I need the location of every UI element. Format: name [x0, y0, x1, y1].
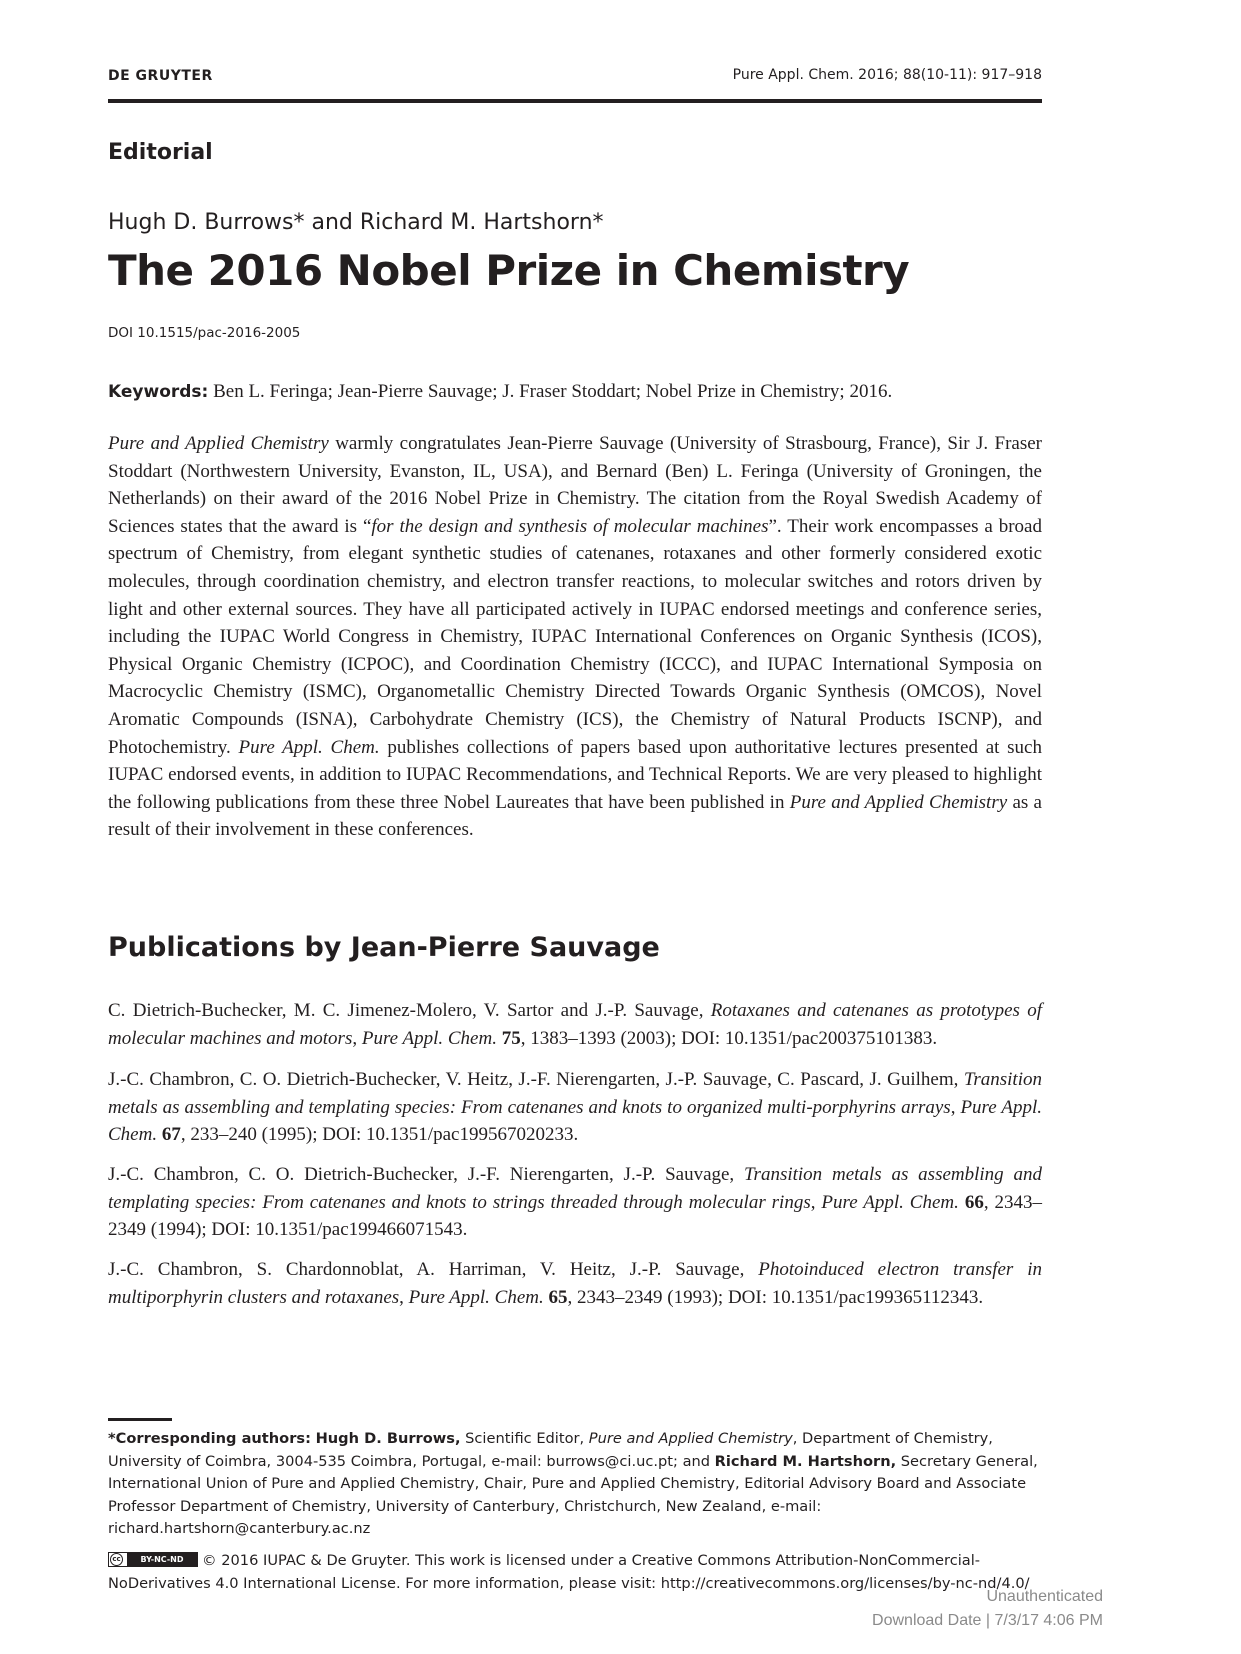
reference-details: , 2343–2349 (1994); DOI: 10.1351/pac199466071543. — [108, 1191, 1043, 1241]
body-text: publishes collections of papers based upon authoritative lectures presented at such IUPAC endorsed events, in addition to IUPAC Recommendations, and Technical Reports. We are very pleased to highlight the following publications from these three Nobel Laureates that have been published in — [108, 736, 1042, 813]
body-paragraph — [108, 430, 1042, 844]
reference-journal: Pure Appl. Chem. — [408, 1286, 544, 1308]
download-watermark — [872, 1585, 1103, 1633]
footnote-author: Hugh D. Burrows, — [315, 1430, 461, 1447]
journal-name: Pure and Applied Chemistry — [789, 791, 1008, 813]
footnote-journal: Pure and Applied Chemistry — [588, 1430, 793, 1447]
reference-separator: , — [352, 1027, 362, 1049]
footnote-text: Secretary General, International Union of Pure and Applied Chemistry, Chair, Pure and Applied Chemistry, Editorial Advisory Board and Associate Professor Department of Chemistry, University of Canterbury, Christchurch, New Zealand, e-mail: richard.hartshorn@canterbury.ac.nz — [108, 1452, 1038, 1538]
reference-separator: , — [399, 1286, 409, 1308]
article-doi: DOI 10.1515/pac-2016-2005 — [108, 325, 301, 341]
journal-name: Pure and Applied Chemistry — [108, 433, 329, 454]
watermark-date: Download Date | 7/3/17 4:06 PM — [872, 1612, 1103, 1629]
keywords-label: Keywords: — [108, 382, 209, 402]
reference-authors: J.-C. Chambron, C. O. Dietrich-Buchecker, V. Heitz, J.-F. Nierengarten, J.-P. Sauvage, C. Pascard, J. Guilhem, — [108, 1069, 964, 1090]
reference-volume: 67 — [161, 1124, 181, 1146]
article-title: The 2016 Nobel Prize in Chemistry — [108, 246, 910, 295]
reference-title: Transition metals as assembling and templating species: From catenanes and knots to strings threaded through molecular rings — [108, 1164, 1043, 1213]
reference-journal: Pure Appl. Chem. — [361, 1027, 497, 1049]
section-label: Editorial — [108, 140, 213, 165]
body-text: ”. Their work encompasses a broad spectrum of Chemistry, from elegant synthetic studies of catenanes, rotaxanes and other formerly considered exotic molecules, through coordination chemistry, and electron transfer reactions, to molecular switches and rotors driven by light and other external sources. They have all participated actively in IUPAC endorsed meetings and conference series, including the IUPAC World Congress in Chemistry, IUPAC International Conferences on Organic Synthesis (ICOS), Physical Organic Chemistry (ICPOC), and Coordination Chemistry (ICCC), and IUPAC International Symposia on Macrocyclic Chemistry (ISMC), Organometallic Chemistry Directed Towards Organic Synthesis (OMCOS), Novel Aromatic Compounds (ISNA), Carbohydrate Chemistry (ICS), the Chemistry of Natural Products ISCNP), and Photochemistry. — [108, 515, 1042, 758]
publications-heading: Publications by Jean-Pierre Sauvage — [108, 932, 660, 963]
reference-item — [108, 1066, 1042, 1149]
reference-details: , 2343–2349 (1993); DOI: 10.1351/pac199365112343. — [567, 1286, 984, 1308]
reference-details: , 1383–1393 (2003); DOI: 10.1351/pac200375101383. — [520, 1027, 938, 1049]
body-text: as a result of their involvement in these conferences. — [108, 791, 1042, 841]
reference-title: Transition metals as assembling and templating species: From catenanes and knots to organized multi-porphyrins arrays — [108, 1069, 1042, 1118]
footnote-text: Scientific Editor, — [460, 1430, 589, 1447]
reference-authors: J.-C. Chambron, C. O. Dietrich-Buchecker, J.-F. Nierengarten, J.-P. Sauvage, — [108, 1164, 745, 1185]
reference-item — [108, 1256, 1042, 1311]
reference-volume: 65 — [548, 1286, 568, 1308]
corresponding-authors-footnote — [108, 1428, 1042, 1541]
reference-authors: C. Dietrich-Buchecker, M. C. Jimenez-Molero, V. Sartor and J.-P. Sauvage, — [108, 1000, 711, 1021]
publisher-name: DE GRUYTER — [108, 68, 213, 84]
watermark-status: Unauthenticated — [986, 1588, 1103, 1605]
reference-details: , 233–240 (1995); DOI: 10.1351/pac199567020233. — [180, 1124, 579, 1146]
reference-item — [108, 997, 1042, 1052]
header-rule — [108, 99, 1042, 103]
journal-citation: Pure Appl. Chem. 2016; 88(10-11): 917–918 — [732, 67, 1042, 83]
reference-title: Photoinduced electron transfer in multiporphyrin clusters and rotaxanes — [108, 1259, 1042, 1308]
reference-separator: , — [950, 1096, 961, 1118]
cc-license-icon — [108, 1552, 198, 1567]
reference-volume: 66 — [964, 1191, 984, 1213]
reference-journal: Pure Appl. Chem. — [108, 1096, 1042, 1146]
reference-journal: Pure Appl. Chem. — [821, 1191, 959, 1213]
body-text: warmly congratulates Jean-Pierre Sauvage (University of Strasbourg, France), Sir J. Fraser Stoddart (Northwestern University, Evanston, IL, USA), and Bernard (Ben) L. Feringa (University of Groningen, the Netherlands) on their award of the 2016 Nobel Prize in Chemistry. The citation from the Royal Swedish Academy of Sciences states that the award is “ — [108, 433, 1042, 537]
page-header — [108, 66, 1042, 102]
footnote-rule — [108, 1418, 172, 1421]
cc-badge-symbol: cc — [110, 1553, 123, 1566]
reference-title: Rotaxanes and catenanes as prototypes of molecular machines and motors — [108, 1000, 1042, 1049]
keywords — [108, 378, 1042, 406]
reference-volume: 75 — [501, 1027, 521, 1049]
cc-badge-label: BY-NC-ND — [127, 1553, 197, 1566]
article-authors: Hugh D. Burrows* and Richard M. Hartshorn* — [108, 210, 604, 235]
prize-citation-quote: for the design and synthesis of molecular machines — [371, 515, 769, 537]
footnote-text: , Department of Chemistry, University of Coimbra, 3004-535 Coimbra, Portugal, e-mail: burrows@ci.uc.pt; and — [108, 1430, 993, 1470]
license-text: © 2016 IUPAC & De Gruyter. This work is licensed under a Creative Commons Attribution-NonCommercial-NoDerivatives 4.0 International License. For more information, please visit: http://creativecommons.org/licenses/by-nc-nd/4.0/ — [108, 1552, 1030, 1592]
footnote-author: Richard M. Hartshorn, — [714, 1452, 897, 1470]
reference-separator: , — [810, 1191, 822, 1213]
journal-name: Pure Appl. Chem. — [238, 736, 380, 758]
keywords-list: Ben L. Feringa; Jean-Pierre Sauvage; J. Fraser Stoddart; Nobel Prize in Chemistry; 2016. — [213, 381, 893, 402]
reference-item — [108, 1161, 1042, 1244]
footnote-label: *Corresponding authors: — [108, 1430, 311, 1447]
reference-authors: J.-C. Chambron, S. Chardonnoblat, A. Harriman, V. Heitz, J.-P. Sauvage, — [108, 1259, 759, 1280]
